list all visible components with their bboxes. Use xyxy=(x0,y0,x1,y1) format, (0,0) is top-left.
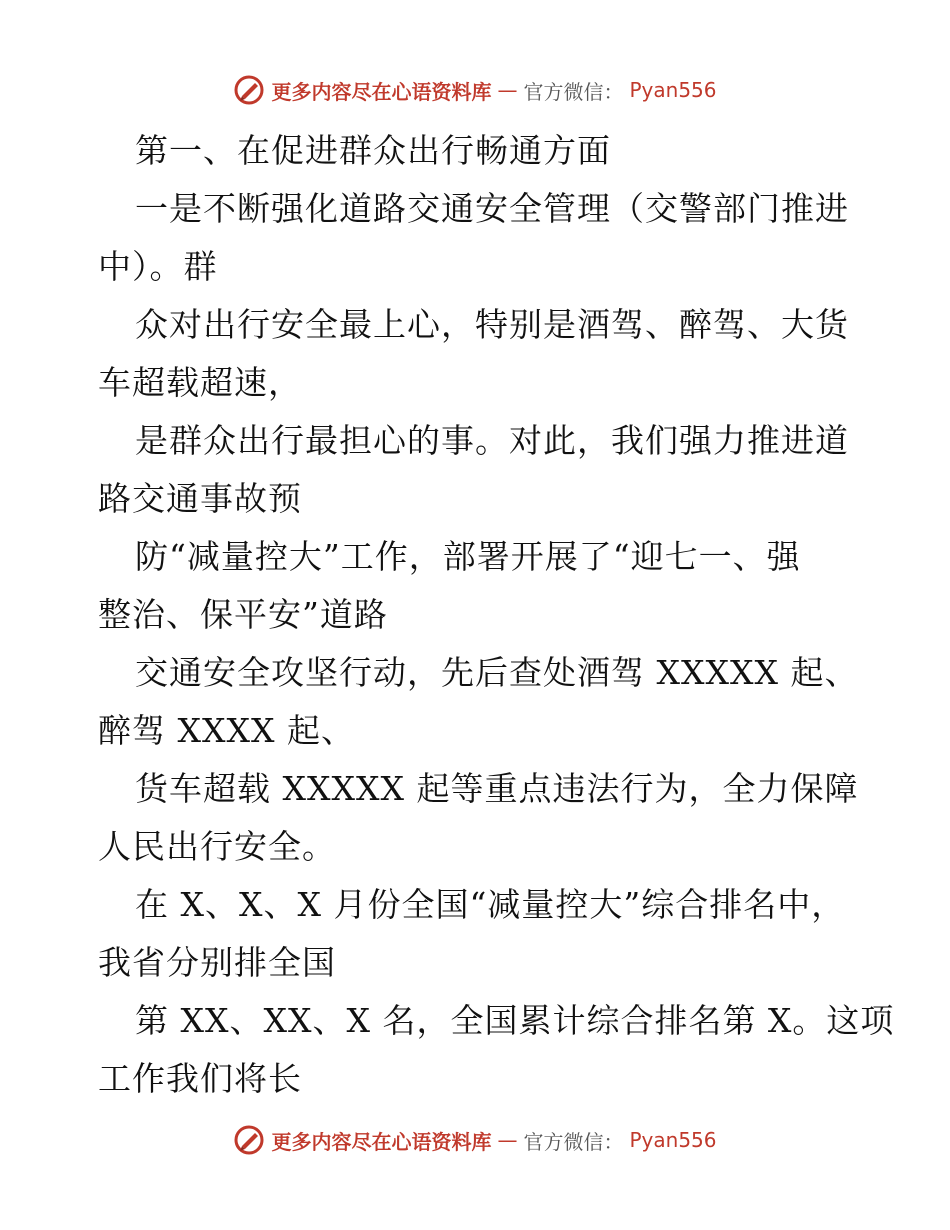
text-line: 是群众出行最担心的事。对此，我们强力推进道 xyxy=(135,421,849,460)
logo-icon xyxy=(233,74,265,106)
text-line: 我省分别排全国 xyxy=(98,943,336,982)
text-line: 交通安全攻坚行动，先后查处酒驾 XXXXX 起、 xyxy=(135,653,859,692)
brand-text: 更多内容尽在心语资料库 xyxy=(271,1129,492,1154)
text-line: 货车超载 XXXXX 起等重点违法行为，全力保障 xyxy=(135,769,859,808)
wechat-id: Pyan556 xyxy=(629,1128,717,1152)
text-line: 车超载超速， xyxy=(98,363,302,402)
document-body xyxy=(98,122,895,1108)
logo-icon xyxy=(233,1124,265,1156)
official-label: 官方微信： xyxy=(523,79,624,104)
official-label: 官方微信： xyxy=(523,1129,624,1154)
text-line: 工作我们将长 xyxy=(98,1059,302,1098)
text-line: 第一、在促进群众出行畅通方面 xyxy=(135,131,611,170)
banner-dash: — xyxy=(497,1128,518,1152)
wechat-id: Pyan556 xyxy=(629,78,717,102)
text-line: 中）。群 xyxy=(98,247,218,286)
text-line: 一是不断强化道路交通安全管理（交警部门推进 xyxy=(135,189,849,228)
text-line: 第 XX、XX、X 名，全国累计综合排名第 X。这项 xyxy=(135,1001,895,1040)
brand-text: 更多内容尽在心语资料库 xyxy=(271,79,492,104)
text-line: 人民出行安全。 xyxy=(98,827,336,866)
header-banner xyxy=(0,74,950,106)
text-line: 醉驾 XXXX 起、 xyxy=(98,711,355,750)
text-line: 整治、保平安”道路 xyxy=(98,595,388,634)
footer-banner xyxy=(0,1124,950,1156)
text-line: 众对出行安全最上心，特别是酒驾、醉驾、大货 xyxy=(135,305,849,344)
text-line: 在 X、X、X 月份全国“减量控大”综合排名中， xyxy=(135,885,846,924)
text-line: 防“减量控大”工作，部署开展了“迎七一、强 xyxy=(135,537,801,576)
text-line: 路交通事故预 xyxy=(98,479,302,518)
banner-dash: — xyxy=(497,78,518,102)
